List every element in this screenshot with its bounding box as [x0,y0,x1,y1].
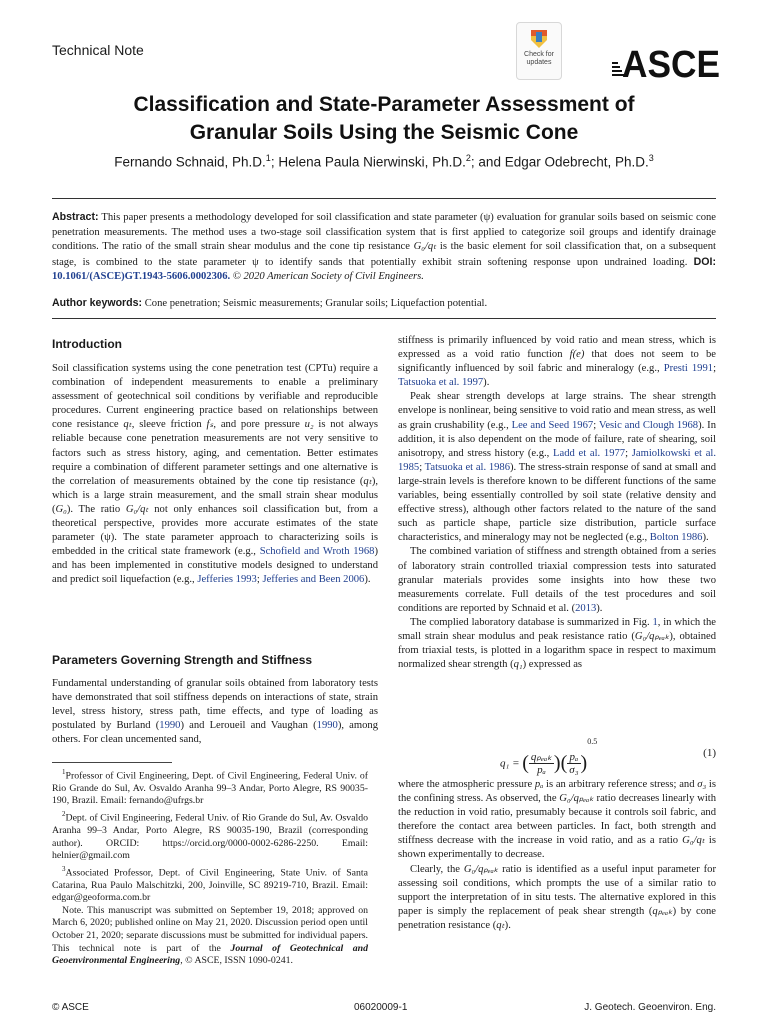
body-text: ratio is identified as a useful input parameter for assessing soil conditions, which prompts the use of a similar ratio to support the interpretation of in situ tests. The alternative explored in this paper is simply the replacement of peak shear strength ( [398,863,716,917]
footnote-rule [52,762,172,763]
equation-number: (1) [703,747,716,759]
footer-journal: J. Geotech. Geoenviron. Eng. [584,1002,716,1013]
author-2: ; Helena Paula Nierwinski, Ph.D. [270,154,466,170]
footnote-text: Professor of Civil Engineering, Dept. of Civil Engineering, Federal Univ. of Rio Grande do Sul, Av. Osvaldo Aranha 99–3 Andar, Porto Alegre, RS 90035-190, Brazil. Email: fernando@ufrgs.br [52,770,368,807]
params-heading: Parameters Governing Strength and Stiffness [52,653,313,667]
body-text: ) by cone penetration resistance ( [398,905,716,931]
article-title [40,91,728,147]
body-math: G₀/qₚₑₐₖ [634,630,670,642]
citation-link[interactable]: 2013 [575,602,597,614]
body-text: ; [419,461,425,473]
body-math: pₐ [534,779,544,790]
footnote-text: Dept. of Civil Engineering, Federal Univ. of Rio Grande do Sul, Av. Osvaldo Aranha 99–3 Andar, Porto Alegre, RS 90035-190, Brazil (corresponding author). ORCID: https://orcid.org/0000-0002-6286-2250. Email: helnier@gmail.com [52,812,368,862]
clearly-paragraph [398,863,716,933]
note-text: , © ASCE, ISSN 1090-0241. [180,955,293,967]
footer-page-id: 06020009-1 [354,1002,408,1013]
body-text: is shown experimentally to decrease. [398,835,717,861]
check-for-updates-badge[interactable] [516,22,562,80]
section-label: Technical Note [52,42,144,58]
body-math: σ₃ [697,779,707,790]
doi-label: DOI: [693,255,716,268]
body-text: ). [504,919,511,931]
crossmark-label-2: updates [526,59,552,66]
params-text: Fundamental understanding of granular soils obtained from laboratory tests have demonstrated that soil stiffness depends on interactions of state, strain level, stress history, stress path, time effects, and type of loading as postulated by Burland ( [52,678,378,732]
body-math: qₚₑₐₖ [652,905,673,917]
equation-exponent: 0.5 [587,737,598,746]
body-text: ), obtained from triaxial tests, is plotted in a logarithm space in respect to maximum normalized shear strength ( [398,630,716,671]
citation-link[interactable]: Jamiolkowski et al. 1985 [398,447,717,473]
doi-link[interactable]: 10.1061/(ASCE)GT.1943-5606.0002306. [52,271,231,283]
abstract-divider [52,318,716,319]
citation-link[interactable]: Jefferies 1993 [197,574,257,586]
note-text: Note. This manuscript was submitted on September 19, 2018; approved on March 6, 2020; published online on May 21, 2020. Discussion period open until October 21, 2020; separate discussions must be submitted for individual papers. This technical note is part of the [52,904,368,954]
intro-math: qₜ [123,419,132,431]
body-text: ; [625,447,632,459]
strength-paragraph [398,390,716,545]
body-text: ). [702,532,709,544]
body-text: that does not seem to be significantly influenced by soil fabric and mineralogy (e.g., [398,349,716,375]
body-text: is the confining stress. As observed, the [398,779,716,805]
intro-text: ) and has been implemented in constitutive models designed to understand and predict soil liquefaction (e.g., [52,546,378,586]
body-text: ; [713,363,717,375]
citation-link[interactable]: Tatsuoka et al. 1997 [398,377,484,389]
params-body [52,677,378,747]
equation-1: q₁ = ( $\frac{\text{qₚₑₐₖ}}{\text{pₐ}}$ )( $\frac{\text{pₐ}}{\text{σ₃}}$ )$^{0.5}$ (1) [500,737,716,777]
body-text: stiffness is primarily influenced by void ratio and mean stress, which is expressed as a void ratio function [398,335,716,361]
author-1-affil: 1 [265,153,271,163]
body-math: q₁ [513,659,523,671]
intro-math: G₀/qₜ [125,503,149,515]
keywords-text: Cone penetration; Seismic measurements; Granular soils; Liquefaction potential. [142,298,488,309]
stiffness-paragraph [398,334,716,390]
body-text: ; [593,419,599,431]
body-text: The combined variation of stiffness and strength obtained from a series of laboratory strain controlled triaxial compression tests into saturated granular materials provides some insights into how these two measurements correlate. Full details of the test procedures and soil conditions are reported by Schnaid et al. ( [398,546,716,614]
params-text: ), among others. For clean uncemented sand, [52,720,378,746]
crossmark-icon [527,28,551,50]
abstract-label: Abstract: [52,211,99,223]
intro-text: not only enhances soil classification but, from a theoretical perspective, provides more accurate estimates of the state parameter (ψ). The state parameter approach to characterizing soils is embedded in the critical state framework (e.g., [52,503,378,558]
where-paragraph [398,778,716,863]
author-3: ; and Edgar Odebrecht, Ph.D. [470,154,649,170]
author-list [40,153,728,170]
intro-math: qₜ [363,475,372,487]
equation-denominator: pₐ [537,764,546,777]
equation-denominator: σ₃ [569,763,579,776]
citation-link[interactable]: Ladd et al. 1977 [553,447,626,459]
equation-numerator: pₐ [567,751,580,764]
footnote-mark: 3 [62,864,66,873]
abstract-text-2: is the basic element for soil classification that, on a subsequent stage, is combined to the state parameter ψ to identify sands that potentially exhibit strain softening response upon undrained loading. [52,241,716,268]
footnote-2 [52,808,368,863]
body-text: ). [483,377,490,389]
footnote-1 [52,766,368,808]
footnote-mark: 1 [62,768,66,776]
body-text: ). In addition, it is also dependent on the mode of failure, rate of shearing, soil anisotropy, and stress history (e.g., [398,419,716,459]
author-2-affil: 2 [465,153,471,163]
title-line-1: Classification and State-Parameter Assessment of [133,93,635,116]
figure-link[interactable]: 1 [652,616,658,628]
equation-numerator: qₚₑₐₖ [530,751,552,764]
citation-link[interactable]: 1990 [159,720,181,732]
body-text: Peak shear strength develops at large strains. The shear strength envelope is nonlinear, being sensitive to void ratio and mean stress, as well as grain crushability (e.g., [398,391,716,431]
body-math: G₀/qₚₑₐₖ [463,863,499,875]
right-column-top [398,334,716,672]
body-text: ) expressed as [522,659,583,671]
asce-logo-text: ASCE [622,44,720,80]
footnote-text: Associated Professor, Dept. of Civil Engineering, State Univ. of Santa Catarina, Rua Paulo Malschitzki, 200, Joinville, SC 89219-710, Brazil. Email: edgar@geoforma.com.br [52,866,368,904]
intro-math: G₀ [55,503,67,515]
citation-link[interactable]: Bolton 1986 [649,532,703,544]
citation-link[interactable]: Vesic and Clough 1968 [598,419,699,431]
author-keywords [52,296,716,311]
abstract-copyright: © 2020 American Society of Civil Engineers. [230,271,424,283]
body-text: where the atmospheric pressure [398,779,535,790]
abstract [52,210,716,285]
author-3-affil: 3 [648,153,654,163]
citation-link[interactable]: 1990 [316,720,338,732]
equation-lhs: q₁ = [500,757,520,770]
intro-math: fₛ [206,419,214,431]
footnotes [52,766,368,968]
citation-link[interactable]: Schofield and Wroth 1968 [259,546,375,558]
intro-text: ). [364,574,371,586]
intro-text: , sleeve friction [131,419,207,431]
body-text: is an arbitrary reference stress; and [543,779,698,790]
equation-fraction-2 [567,751,580,776]
body-text: ratio decreases linearly with the reduction in void ratio, presumably because it controls soil fabric, and therefore the contact area between particles. In fact, both strength and stiffness decrease with the increase in void ratio, and as a ratio [398,793,716,847]
submission-note [52,905,368,968]
crossmark-label-1: Check for [524,51,554,58]
intro-text: Soil classification systems using the cone penetration test (CPTu) require a combination of independent measurements to enable a preliminary assessment of geotechnical soil conditions by verifiable and reproducible procedures. Current engineering practice based on relationships between cone resistance [52,363,378,431]
body-math: G₀/qₚₑₐₖ [559,793,594,805]
params-text: ) and Leroueil and Vaughan ( [180,720,317,732]
body-text: ). [596,602,603,614]
keywords-label: Author keywords: [52,297,143,309]
abstract-text-1: This paper presents a methodology developed for soil classification and state parameter (ψ) evaluation for granular soils based on seismic cone penetration measurements. The method uses a two-stage soil classification system that is first applied to categorize soil groups and identify drainage conditions. The ratio of the small strain shear modulus and the cone tip resistance [52,212,716,253]
body-text: Clearly, the [410,863,464,875]
intro-body [52,362,378,588]
equation-fraction-1 [529,750,554,776]
body-math: qₜ [496,919,505,931]
right-column-bottom [398,778,716,933]
citation-link[interactable]: Jefferies and Been 2006 [262,574,365,586]
intro-text: ). The ratio [66,503,126,515]
top-divider [52,198,716,199]
footer-copyright: © ASCE [52,1002,89,1013]
intro-text: ; [256,574,263,586]
intro-text: is not always reliable because cone penetration measurements are not very sensitive to factors such as stress history, aging, and cementation. Better estimates require a combination of different parameter settings and one alternative is the correlation of measurements obtained by the cone tip resistance ( [52,419,379,487]
asce-logo [612,40,722,80]
intro-text: ), which is a large strain measurement, and the small strain shear modulus ( [52,475,378,515]
body-math: f(e) [569,349,585,361]
title-line-2: Granular Soils Using the Seismic Cone [189,121,579,144]
intro-heading: Introduction [52,337,122,351]
params-paragraph [52,677,378,747]
citation-link[interactable]: Presti 1991 [663,363,714,375]
body-text: The complied laboratory database is summarized in Fig. [410,616,653,628]
body-text: , in which the small strain shear modulus and peak resistance ratio ( [398,616,716,642]
journal-name: Journal of Geotechnical and Geoenvironmental Engineering [52,942,368,967]
combined-paragraph [398,545,716,615]
citation-link[interactable]: Tatsuoka et al. 1986 [424,461,511,473]
author-1: Fernando Schnaid, Ph.D. [114,154,266,170]
intro-text: , and pore pressure [213,419,305,431]
citation-link[interactable]: Lee and Seed 1967 [511,419,594,431]
body-text: ). The stress-strain response of sand at small and large-strain levels is therefore known to be different functions of the same variables, being essentially controlled by soil state (relative density and effective stress), although other factors related to the nature of the sand such as particle shape, particle size distribution, particle surface characteristics, and mineralogy may not be neglected (e.g., [398,461,716,544]
database-paragraph [398,616,716,672]
body-math: G₀/qₜ [682,835,705,847]
footnote-3 [52,863,368,905]
footnote-mark: 2 [62,810,66,819]
intro-paragraph [52,362,378,588]
intro-math: u₂ [304,419,314,431]
abstract-ratio: G₀/qₜ [413,241,437,253]
